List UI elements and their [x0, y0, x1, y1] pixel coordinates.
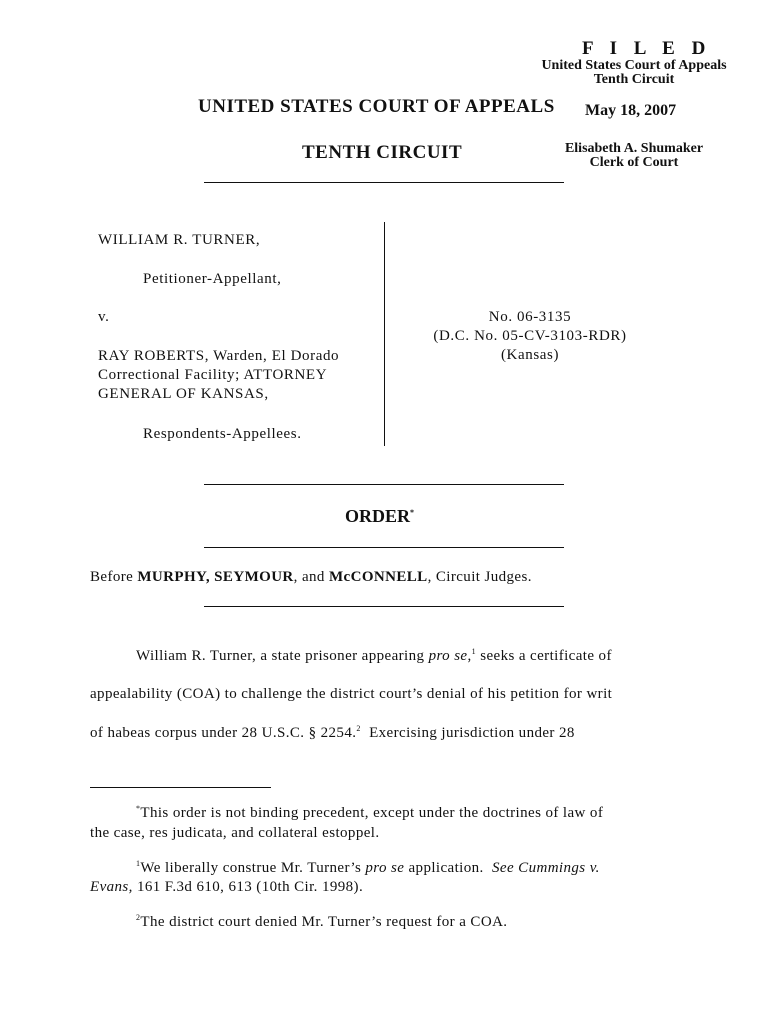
filed-stamp-title: F I L E D [582, 38, 712, 59]
caption-divider [384, 222, 385, 446]
header-rule [204, 182, 564, 183]
footnote-text: The district court denied Mr. Turner’s request for a COA. [140, 914, 508, 930]
panel-judge-2: McCONNELL [328, 569, 428, 585]
footnote-1-mark: 1 [136, 859, 141, 868]
body-text: of habeas corpus under 28 U.S.C. § 2254. [90, 725, 357, 741]
respondent-role: Respondents-Appellees. [143, 426, 302, 442]
case-number: No. 06-3135 [488, 309, 572, 325]
footnote-star-cont: the case, res judicata, and collateral estoppel. [90, 825, 380, 841]
panel-suffix: , Circuit Judges. [427, 569, 532, 585]
body-italic: pro se [428, 648, 468, 664]
panel-rule [204, 606, 564, 607]
order-title-text: ORDER [345, 506, 411, 526]
footnote-text: 161 F.3d 610, 613 (10th Cir. 1998). [132, 879, 364, 895]
body-text: William R. Turner, a state prisoner appearing [136, 648, 429, 664]
circuit-name: TENTH CIRCUIT [302, 142, 463, 163]
panel-and: , and [293, 569, 329, 585]
versus: v. [98, 309, 110, 325]
order-rule-bottom [204, 547, 564, 548]
footnote-1 [136, 859, 600, 878]
petitioner-role: Petitioner-Appellant, [143, 271, 282, 287]
respondent-line-3: GENERAL OF KANSAS, [98, 386, 269, 402]
footnote-italic: pro se [365, 860, 405, 876]
body-line-3 [90, 725, 575, 742]
petitioner-name: WILLIAM R. TURNER, [98, 232, 261, 248]
respondent-line-2: Correctional Facility; ATTORNEY [98, 367, 328, 383]
order-rule-top [204, 484, 564, 485]
respondent-line-1: RAY ROBERTS, Warden, El Dorado [98, 348, 340, 364]
filed-stamp-circuit: Tenth Circuit [593, 72, 675, 87]
body-line-1 [136, 648, 612, 665]
body-text: seeks a certificate of [476, 648, 612, 664]
clerk-title: Clerk of Court [589, 155, 679, 170]
footnote-2 [136, 913, 507, 932]
footnote-1-cont [90, 878, 363, 897]
order-title [345, 506, 414, 527]
panel-judges-1: MURPHY, SEYMOUR [137, 569, 294, 585]
footnote-text: This order is not binding precedent, except under the doctrines of law of [140, 805, 604, 821]
filed-date: May 18, 2007 [585, 102, 677, 119]
footnote-separator [90, 787, 271, 788]
body-text: , [467, 648, 472, 664]
footnote-star-mark: * [136, 804, 141, 813]
body-text: Exercising jurisdiction under 28 [360, 725, 575, 741]
footnote-citation: See Cummings v. [492, 860, 600, 876]
panel-before: Before [90, 569, 138, 585]
district-case-number: (D.C. No. 05-CV-3103-RDR) [433, 328, 627, 344]
order-footnote-mark: * [410, 508, 415, 517]
district-name: (Kansas) [500, 347, 560, 363]
footnote-ref-1: 1 [471, 647, 477, 656]
footnote-ref-2: 2 [356, 724, 361, 733]
footnote-text: application. [404, 860, 492, 876]
footnote-text: We liberally construe Mr. Turner’s [140, 860, 366, 876]
body-line-2: appealability (COA) to challenge the district court’s denial of his petition for writ [90, 686, 613, 702]
filed-stamp-court: United States Court of Appeals [541, 58, 727, 73]
court-name: UNITED STATES COURT OF APPEALS [198, 96, 555, 117]
footnote-2-mark: 2 [136, 913, 141, 922]
clerk-name: Elisabeth A. Shumaker [564, 141, 704, 156]
footnote-citation: Evans, [90, 879, 133, 895]
footnote-star [136, 804, 603, 823]
panel-line [90, 569, 532, 586]
